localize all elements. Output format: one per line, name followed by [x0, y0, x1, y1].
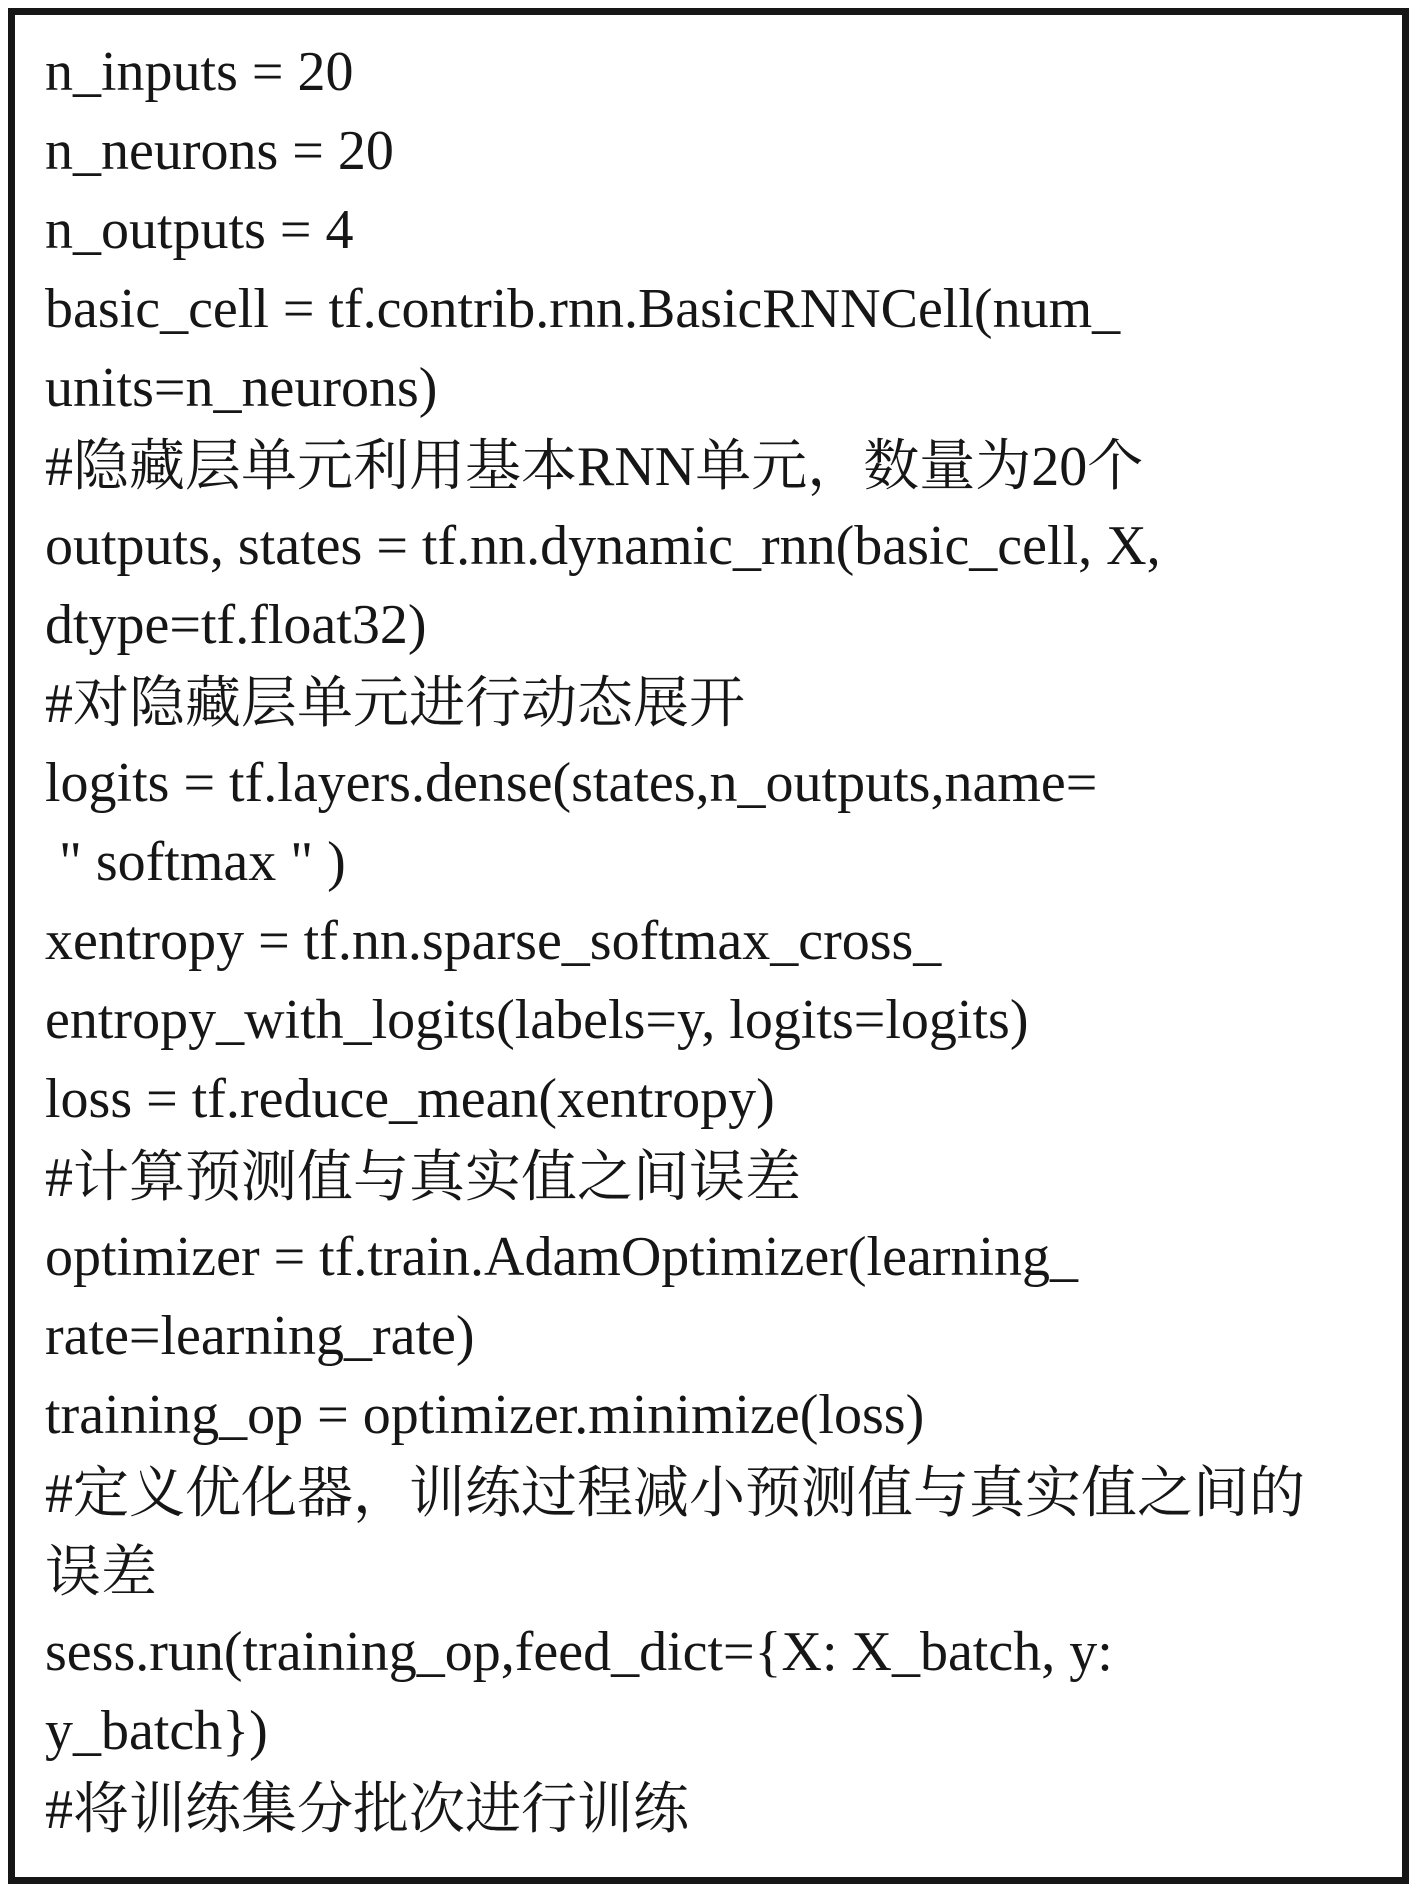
- code-line: sess.run(training_op,feed_dict={X: X_batch, y:: [45, 1621, 1113, 1683]
- code-line: training_op = optimizer.minimize(loss): [45, 1384, 925, 1446]
- code-line: loss = tf.reduce_mean(xentropy): [45, 1068, 775, 1130]
- code-line: n_inputs = 20: [45, 41, 354, 103]
- code-line: 误差: [45, 1542, 157, 1604]
- code-comment-line: #隐藏层单元利用基本RNN单元，数量为20个: [45, 436, 1144, 498]
- code-line: n_outputs = 4: [45, 199, 354, 261]
- code-comment-line: #定义优化器，训练过程减小预测值与真实值之间的: [45, 1463, 1305, 1525]
- code-line: logits = tf.layers.dense(states,n_outputs,name=: [45, 752, 1098, 814]
- code-block-frame: [8, 8, 1409, 1884]
- code-line: units=n_neurons): [45, 357, 438, 419]
- code-listing: [45, 33, 1392, 1850]
- code-line: rate=learning_rate): [45, 1305, 475, 1367]
- code-line: y_batch}): [45, 1700, 268, 1762]
- code-line: xentropy = tf.nn.sparse_softmax_cross_: [45, 910, 942, 972]
- code-comment-line: #计算预测值与真实值之间误差: [45, 1147, 801, 1209]
- code-line: n_neurons = 20: [45, 120, 394, 182]
- code-line: dtype=tf.float32): [45, 594, 427, 656]
- code-line: optimizer = tf.train.AdamOptimizer(learning_: [45, 1226, 1079, 1288]
- code-line: entropy_with_logits(labels=y, logits=logits): [45, 989, 1029, 1051]
- code-line: outputs, states = tf.nn.dynamic_rnn(basic_cell, X,: [45, 515, 1161, 577]
- code-line: " softmax " ): [45, 831, 346, 893]
- code-comment-line: #将训练集分批次进行训练: [45, 1779, 689, 1841]
- code-line: basic_cell = tf.contrib.rnn.BasicRNNCell(num_: [45, 278, 1121, 340]
- code-comment-line: #对隐藏层单元进行动态展开: [45, 673, 745, 735]
